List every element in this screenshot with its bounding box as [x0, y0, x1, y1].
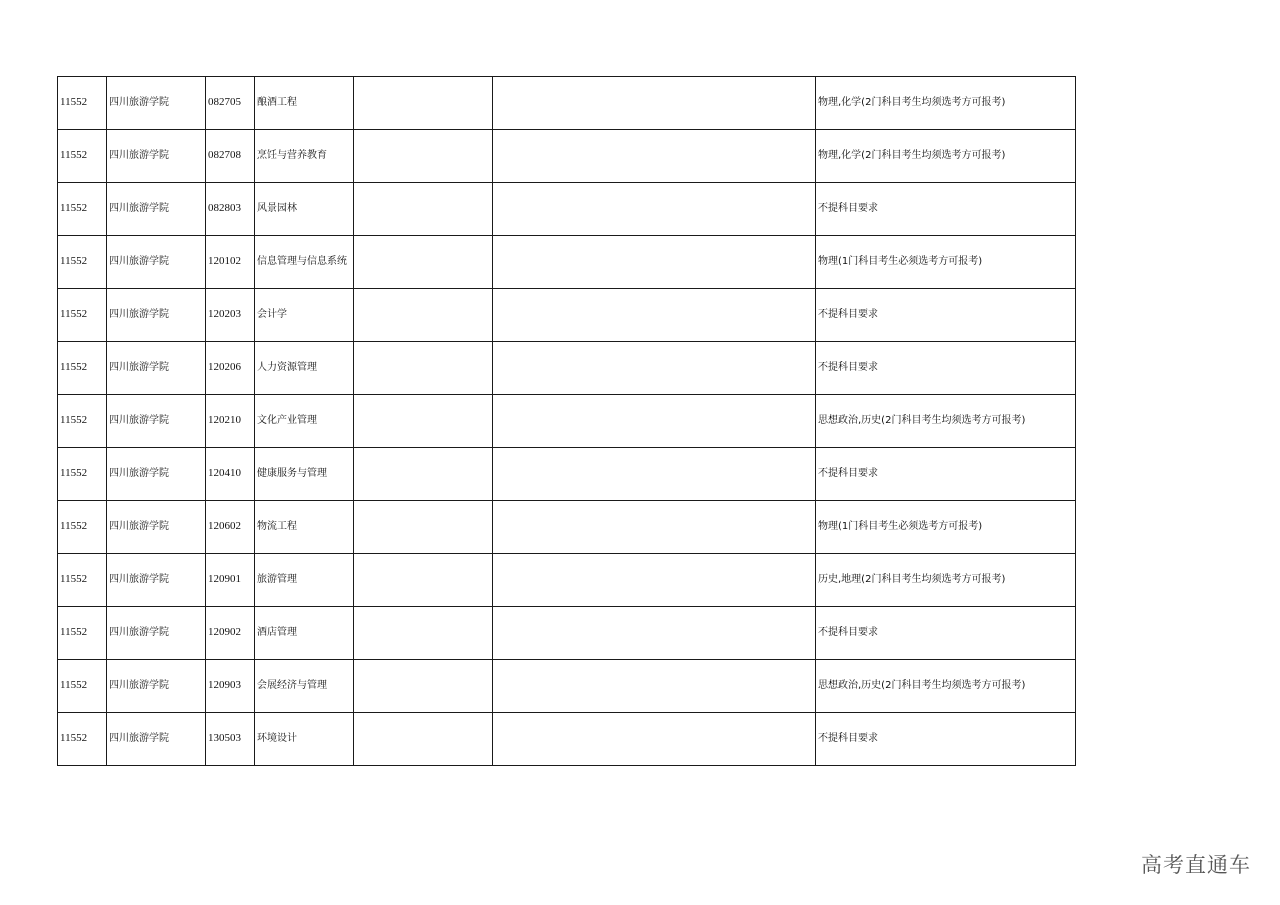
school-code-cell: 11552 [58, 660, 107, 713]
major-code-cell: 082708 [206, 130, 255, 183]
table-row [58, 660, 1076, 713]
school-name-cell: 四川旅游学院 [107, 236, 206, 289]
school-code-cell: 11552 [58, 395, 107, 448]
school-code-cell: 11552 [58, 289, 107, 342]
major-name-cell: 风景园林 [255, 183, 354, 236]
school-code-cell: 11552 [58, 130, 107, 183]
major-name-cell: 信息管理与信息系统 [255, 236, 354, 289]
subject-requirement-cell: 不提科目要求 [816, 448, 1076, 501]
school-name-cell: 四川旅游学院 [107, 77, 206, 130]
subject-requirement-cell: 不提科目要求 [816, 289, 1076, 342]
table-row [58, 183, 1076, 236]
school-code-cell: 11552 [58, 501, 107, 554]
school-code-cell: 11552 [58, 236, 107, 289]
table-row [58, 554, 1076, 607]
enrollment-table [57, 76, 1076, 766]
subject-requirement-cell: 物理,化学(2门科目考生均须选考方可报考) [816, 130, 1076, 183]
subject-requirement-cell: 物理,化学(2门科目考生均须选考方可报考) [816, 77, 1076, 130]
school-code-cell: 11552 [58, 183, 107, 236]
major-name-cell: 会展经济与管理 [255, 660, 354, 713]
major-name-cell: 健康服务与管理 [255, 448, 354, 501]
watermark-text: 高考直通车 [1141, 853, 1251, 877]
blank-cell [493, 342, 816, 395]
school-name-cell: 四川旅游学院 [107, 289, 206, 342]
blank-cell [354, 130, 493, 183]
table-row [58, 713, 1076, 766]
table-row [58, 77, 1076, 130]
school-name-cell: 四川旅游学院 [107, 607, 206, 660]
blank-cell [493, 554, 816, 607]
blank-cell [493, 395, 816, 448]
subject-requirement-cell: 历史,地理(2门科目考生均须选考方可报考) [816, 554, 1076, 607]
major-code-cell: 120902 [206, 607, 255, 660]
major-name-cell: 物流工程 [255, 501, 354, 554]
blank-cell [493, 660, 816, 713]
blank-cell [354, 236, 493, 289]
blank-cell [493, 77, 816, 130]
table-row [58, 448, 1076, 501]
school-code-cell: 11552 [58, 448, 107, 501]
subject-requirement-cell: 思想政治,历史(2门科目考生均须选考方可报考) [816, 660, 1076, 713]
major-code-cell: 120410 [206, 448, 255, 501]
school-name-cell: 四川旅游学院 [107, 183, 206, 236]
major-name-cell: 酒店管理 [255, 607, 354, 660]
blank-cell [493, 289, 816, 342]
blank-cell [354, 554, 493, 607]
major-code-cell: 082803 [206, 183, 255, 236]
subject-requirement-cell: 不提科目要求 [816, 183, 1076, 236]
enrollment-table-body [58, 77, 1076, 766]
school-name-cell: 四川旅游学院 [107, 501, 206, 554]
school-code-cell: 11552 [58, 607, 107, 660]
major-code-cell: 120903 [206, 660, 255, 713]
blank-cell [493, 607, 816, 660]
major-code-cell: 120901 [206, 554, 255, 607]
blank-cell [354, 607, 493, 660]
table-row [58, 501, 1076, 554]
table-row [58, 395, 1076, 448]
blank-cell [354, 342, 493, 395]
blank-cell [354, 501, 493, 554]
blank-cell [493, 236, 816, 289]
major-code-cell: 120206 [206, 342, 255, 395]
table-row [58, 342, 1076, 395]
table-row [58, 236, 1076, 289]
major-code-cell: 120102 [206, 236, 255, 289]
school-code-cell: 11552 [58, 554, 107, 607]
blank-cell [493, 130, 816, 183]
major-code-cell: 120602 [206, 501, 255, 554]
major-code-cell: 082705 [206, 77, 255, 130]
subject-requirement-cell: 思想政治,历史(2门科目考生均须选考方可报考) [816, 395, 1076, 448]
table-row [58, 607, 1076, 660]
subject-requirement-cell: 物理(1门科目考生必须选考方可报考) [816, 236, 1076, 289]
blank-cell [493, 183, 816, 236]
major-code-cell: 120203 [206, 289, 255, 342]
school-name-cell: 四川旅游学院 [107, 448, 206, 501]
blank-cell [354, 660, 493, 713]
major-code-cell: 120210 [206, 395, 255, 448]
school-name-cell: 四川旅游学院 [107, 660, 206, 713]
blank-cell [354, 448, 493, 501]
major-name-cell: 烹饪与营养教育 [255, 130, 354, 183]
school-code-cell: 11552 [58, 713, 107, 766]
subject-requirement-cell: 不提科目要求 [816, 342, 1076, 395]
major-name-cell: 人力资源管理 [255, 342, 354, 395]
blank-cell [354, 289, 493, 342]
school-name-cell: 四川旅游学院 [107, 342, 206, 395]
blank-cell [493, 448, 816, 501]
subject-requirement-cell: 不提科目要求 [816, 713, 1076, 766]
subject-requirement-cell: 物理(1门科目考生必须选考方可报考) [816, 501, 1076, 554]
major-code-cell: 130503 [206, 713, 255, 766]
blank-cell [354, 77, 493, 130]
school-code-cell: 11552 [58, 77, 107, 130]
school-name-cell: 四川旅游学院 [107, 713, 206, 766]
blank-cell [493, 713, 816, 766]
table-row [58, 289, 1076, 342]
blank-cell [493, 501, 816, 554]
major-name-cell: 酿酒工程 [255, 77, 354, 130]
subject-requirement-cell: 不提科目要求 [816, 607, 1076, 660]
blank-cell [354, 713, 493, 766]
major-name-cell: 旅游管理 [255, 554, 354, 607]
major-name-cell: 环境设计 [255, 713, 354, 766]
school-name-cell: 四川旅游学院 [107, 130, 206, 183]
major-name-cell: 会计学 [255, 289, 354, 342]
blank-cell [354, 395, 493, 448]
blank-cell [354, 183, 493, 236]
major-name-cell: 文化产业管理 [255, 395, 354, 448]
school-code-cell: 11552 [58, 342, 107, 395]
school-name-cell: 四川旅游学院 [107, 554, 206, 607]
table-row [58, 130, 1076, 183]
school-name-cell: 四川旅游学院 [107, 395, 206, 448]
